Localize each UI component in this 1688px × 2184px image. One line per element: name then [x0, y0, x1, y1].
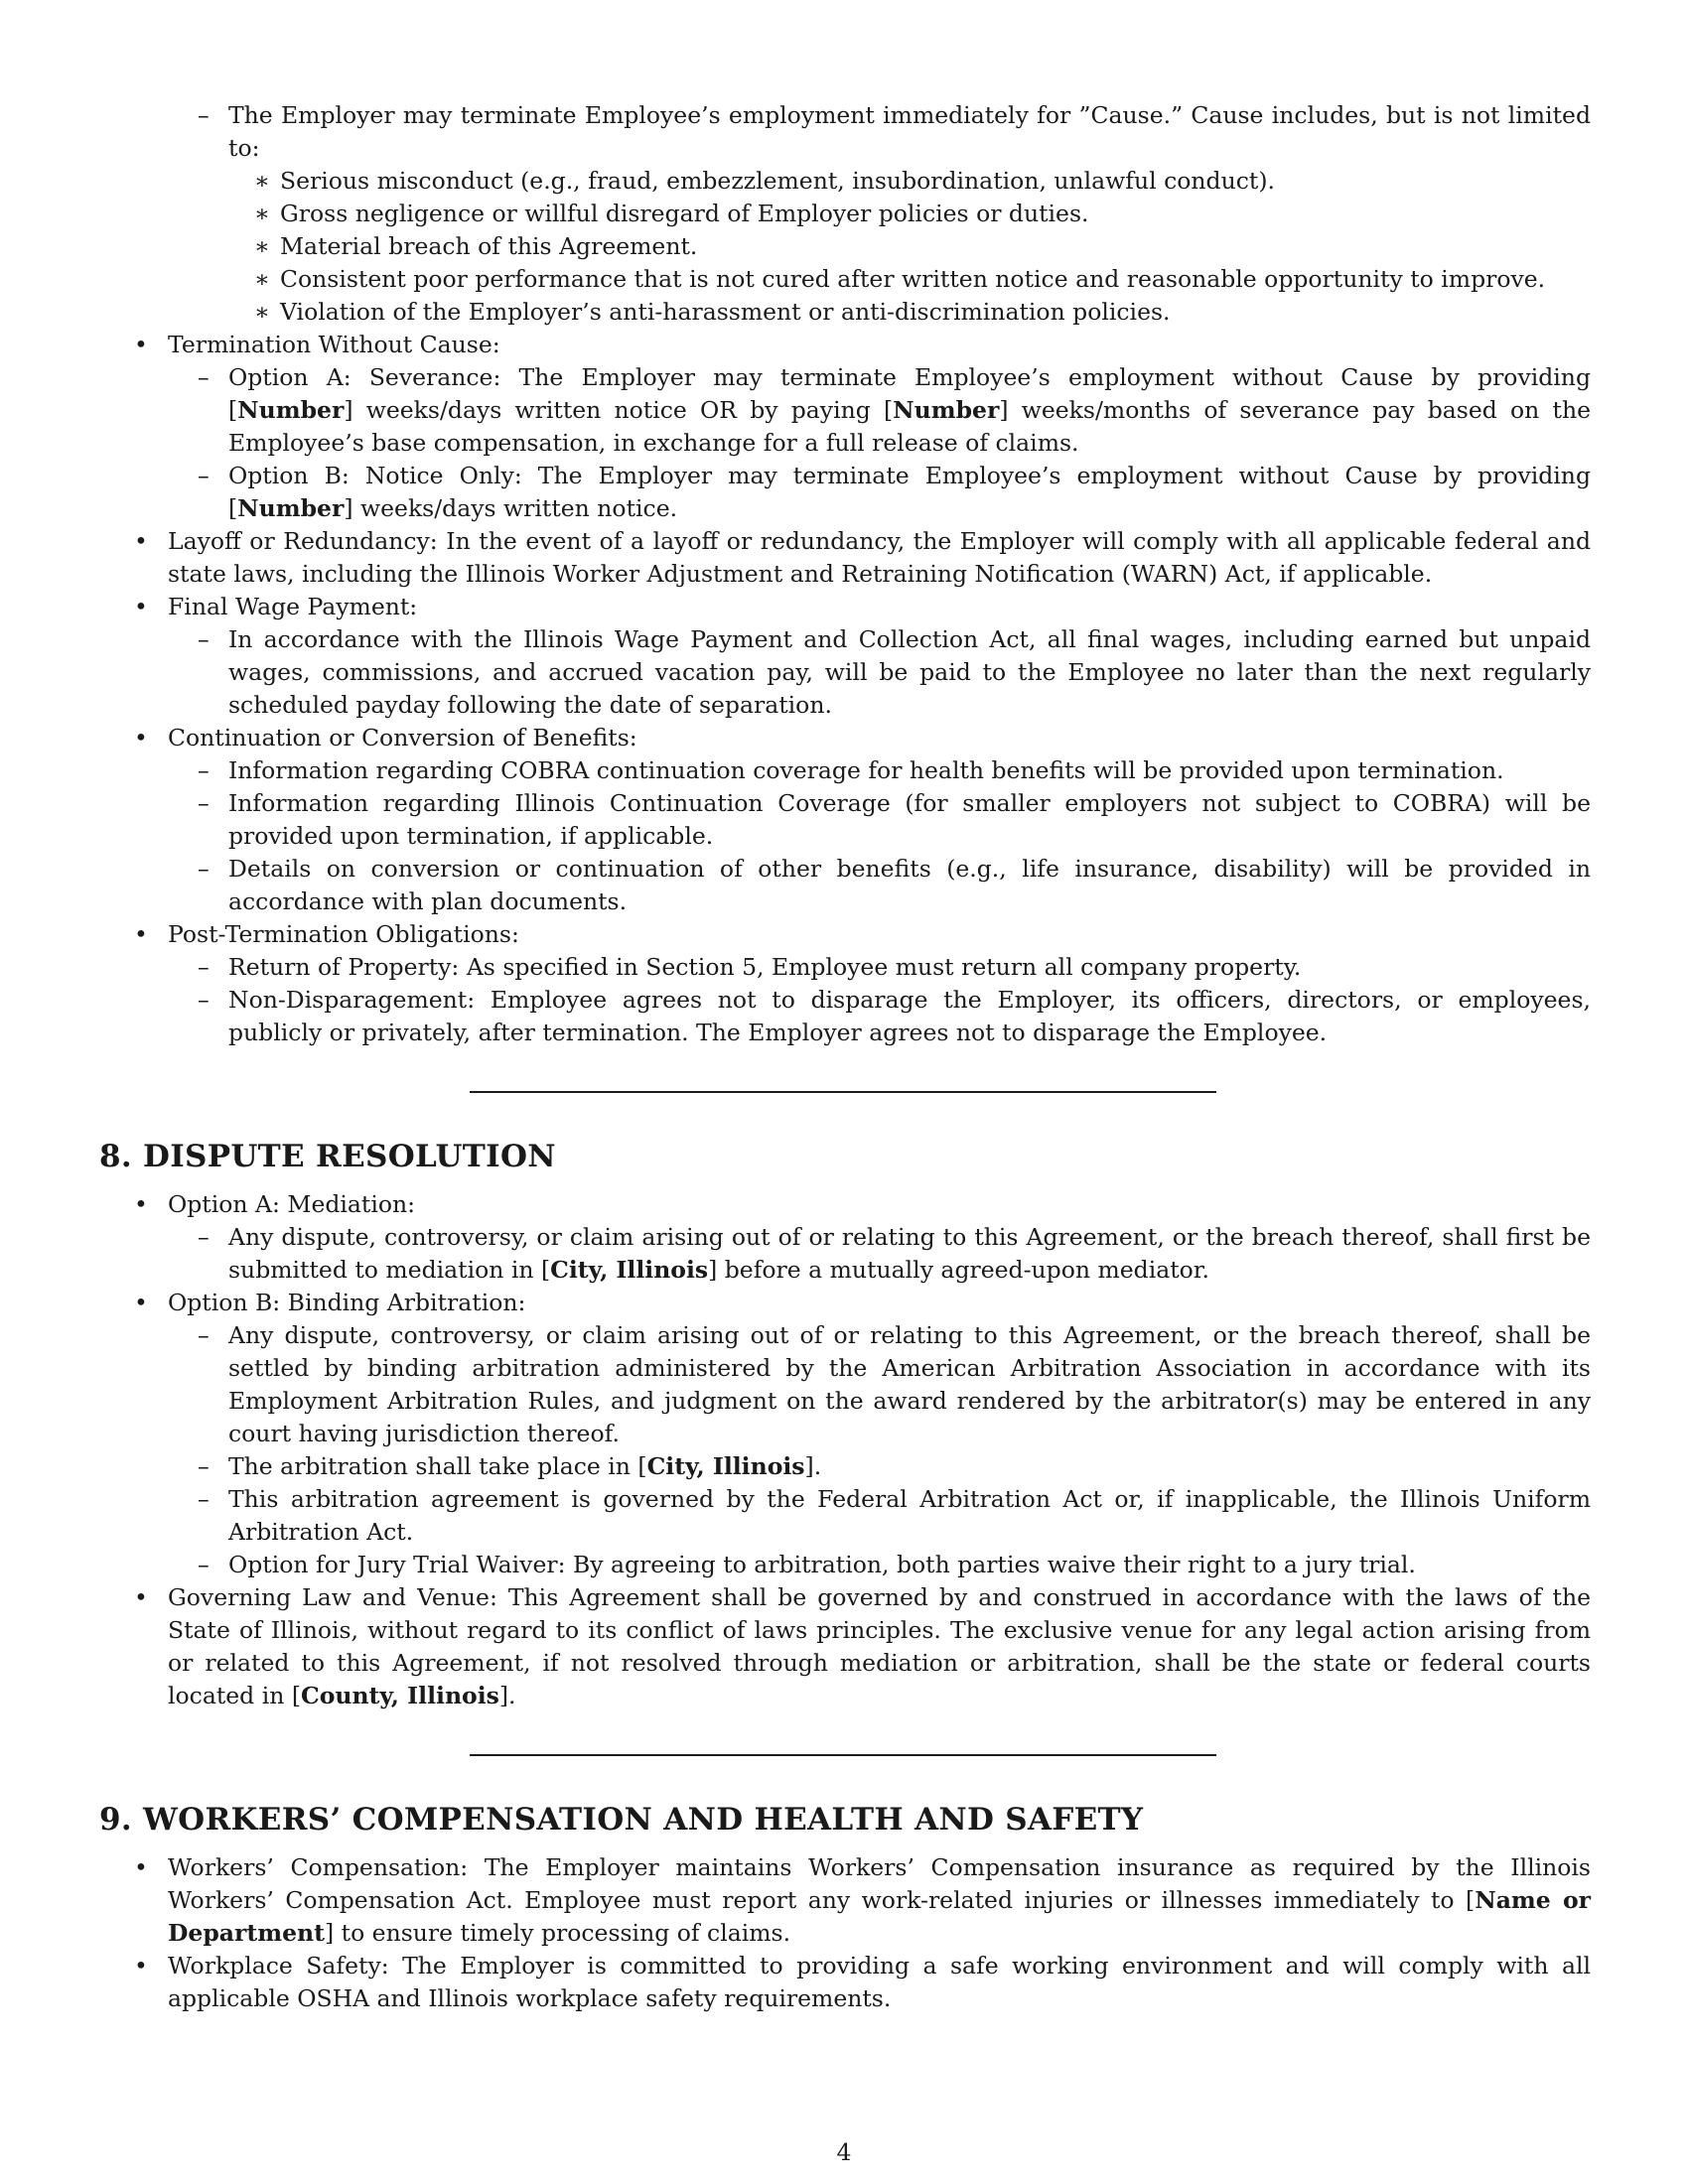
list-item: ∗ Gross negligence or willful disregard of Employer policies or duties.: [228, 198, 1591, 230]
list-item: – In accordance with the Illinois Wage Payment and Collection Act, all final wages, including earned but unpaid wages, commissions, and accrued vacation pay, will be paid to the Employee no later than the next regularly scheduled payday following the date of separation.: [168, 623, 1591, 722]
list-item: – Information regarding COBRA continuation coverage for health benefits will be provided upon termination.: [168, 754, 1591, 787]
termination-list: [99, 329, 1591, 1049]
without-cause-sub-list: [168, 361, 1591, 525]
text-span: ].: [804, 1452, 822, 1480]
text-span: Workers’ Compensation: The Employer maintains Workers’ Compensation insurance as required by the Illinois Workers’ Compensation Act. Employee must report any work-related injuries or illnesses immediately to [: [168, 1853, 1591, 1914]
placeholder-bold: Number: [893, 396, 1000, 424]
list-item: [99, 1188, 1591, 1287]
placeholder-bold: City, Illinois: [550, 1256, 709, 1284]
list-item: – Details on conversion or continuation of other benefits (e.g., life insurance, disability) will be provided in accordance with plan documents.: [168, 853, 1591, 918]
list-item: [168, 1450, 1591, 1483]
arbitration-sub-list: [168, 1319, 1591, 1581]
final-wage-label: Final Wage Payment:: [168, 593, 418, 620]
text-span: ] weeks/months of severance pay based on the Employee’s base compensation, in exchange for a full release of claims.: [228, 396, 1592, 457]
placeholder-bold: Number: [237, 494, 345, 522]
benefits-label: Continuation or Conversion of Benefits:: [168, 724, 637, 751]
list-item: ∗ Violation of the Employer’s anti-harassment or anti-discrimination policies.: [228, 296, 1591, 329]
list-item: – Non-Disparagement: Employee agrees not to disparage the Employer, its officers, directors, or employees, publicly or privately, after termination. The Employer agrees not to disparage the Employee.: [168, 984, 1591, 1049]
text-span: ] to ensure timely processing of claims.: [324, 1919, 791, 1947]
placeholder-bold: Name or Department: [168, 1886, 1591, 1947]
option-a-severance: [168, 361, 1591, 460]
mediation-label: Option A: Mediation:: [168, 1190, 416, 1218]
text-span: Governing Law and Venue: This Agreement shall be governed by and construed in accordance with the laws of the State of Illinois, without regard to its conflict of laws principles. The exclusive venue for any legal action arising from or related to this Agreement, if not resolved through mediation or arbitration, shall be the state or federal courts located in [: [168, 1583, 1591, 1709]
list-item: [99, 918, 1591, 1049]
section-heading-dispute-resolution: 8. DISPUTE RESOLUTION: [99, 1139, 556, 1174]
placeholder-bold: City, Illinois: [646, 1452, 805, 1480]
text-span: Any dispute, controversy, or claim arising out of or relating to this Agreement, or the breach thereof, shall first be submitted to mediation in [: [228, 1223, 1591, 1284]
list-item: [168, 99, 1591, 329]
text-span: ] weeks/days written notice OR by paying [: [344, 396, 894, 424]
list-item: ∗ Material breach of this Agreement.: [228, 230, 1591, 263]
cause-list: [168, 99, 1591, 329]
section-divider: [470, 1754, 1216, 1756]
dispute-list: [99, 1188, 1591, 1712]
list-item: [99, 591, 1591, 722]
list-item: ∗ Serious misconduct (e.g., fraud, embezzlement, insubordination, unlawful conduct).: [228, 165, 1591, 198]
list-item: ∗ Consistent poor performance that is not cured after written notice and reasonable opportunity to improve.: [228, 263, 1591, 296]
mediation-sub-list: [168, 1221, 1591, 1287]
list-item: – Information regarding Illinois Continuation Coverage (for smaller employers not subject to COBRA) will be provided upon termination, if applicable.: [168, 787, 1591, 853]
post-termination-sub-list: [168, 951, 1591, 1049]
cause-sub-list: [228, 165, 1591, 329]
workplace-safety-item: • Workplace Safety: The Employer is committed to providing a safe working environment and will comply with all applicable OSHA and Illinois workplace safety requirements.: [99, 1950, 1591, 2015]
page-content: [99, 99, 1591, 2015]
post-termination-label: Post-Termination Obligations:: [168, 920, 519, 948]
text-span: Option A: Severance: The Employer may terminate Employee’s employment without Cause by providing [: [228, 363, 1591, 424]
layoff-item: • Layoff or Redundancy: In the event of a layoff or redundancy, the Employer will comply with all applicable federal and state laws, including the Illinois Worker Adjustment and Retraining Notification (WARN) Act, if applicable.: [99, 525, 1591, 591]
text-span: Option B: Notice Only: The Employer may terminate Employee’s employment without Cause by providing [: [228, 462, 1591, 522]
section-heading-workers-compensation: 9. WORKERS’ COMPENSATION AND HEALTH AND SAFETY: [99, 1802, 1144, 1838]
governing-law-item: [99, 1581, 1591, 1712]
list-item: – Any dispute, controversy, or claim arising out of or relating to this Agreement, or the breach thereof, shall be settled by binding arbitration administered by the American Arbitration Association in accordance with its Employment Arbitration Rules, and judgment on the award rendered by the arbitrator(s) may be entered in any court having jurisdiction thereof.: [168, 1319, 1591, 1450]
final-wage-sub-list: [168, 623, 1591, 722]
list-item: – Return of Property: As specified in Section 5, Employee must return all company property.: [168, 951, 1591, 984]
list-item: [99, 722, 1591, 918]
list-item: – This arbitration agreement is governed by the Federal Arbitration Act or, if inapplicable, the Illinois Uniform Arbitration Act.: [168, 1483, 1591, 1549]
page-number: 4: [836, 2138, 852, 2166]
text-span: ] weeks/days written notice.: [344, 494, 678, 522]
text-span: The arbitration shall take place in [: [228, 1452, 647, 1480]
without-cause-label: Termination Without Cause:: [168, 331, 500, 358]
cause-intro: The Employer may terminate Employee’s employment immediately for ”Cause.” Cause includes, but is not limited to:: [228, 101, 1591, 162]
placeholder-bold: Number: [237, 396, 345, 424]
arbitration-label: Option B: Binding Arbitration:: [168, 1289, 526, 1316]
workers-comp-list: [99, 1851, 1591, 2015]
section-divider: [470, 1091, 1216, 1093]
list-item: – Option for Jury Trial Waiver: By agreeing to arbitration, both parties waive their right to a jury trial.: [168, 1549, 1591, 1581]
list-item: [99, 1287, 1591, 1581]
list-item: [168, 1221, 1591, 1287]
list-item: [99, 329, 1591, 525]
workers-comp-item: [99, 1851, 1591, 1950]
placeholder-bold: County, Illinois: [301, 1682, 499, 1709]
benefits-sub-list: [168, 754, 1591, 918]
text-span: ].: [498, 1682, 516, 1709]
text-span: ] before a mutually agreed-upon mediator.: [708, 1256, 1209, 1284]
option-b-notice: [168, 460, 1591, 525]
